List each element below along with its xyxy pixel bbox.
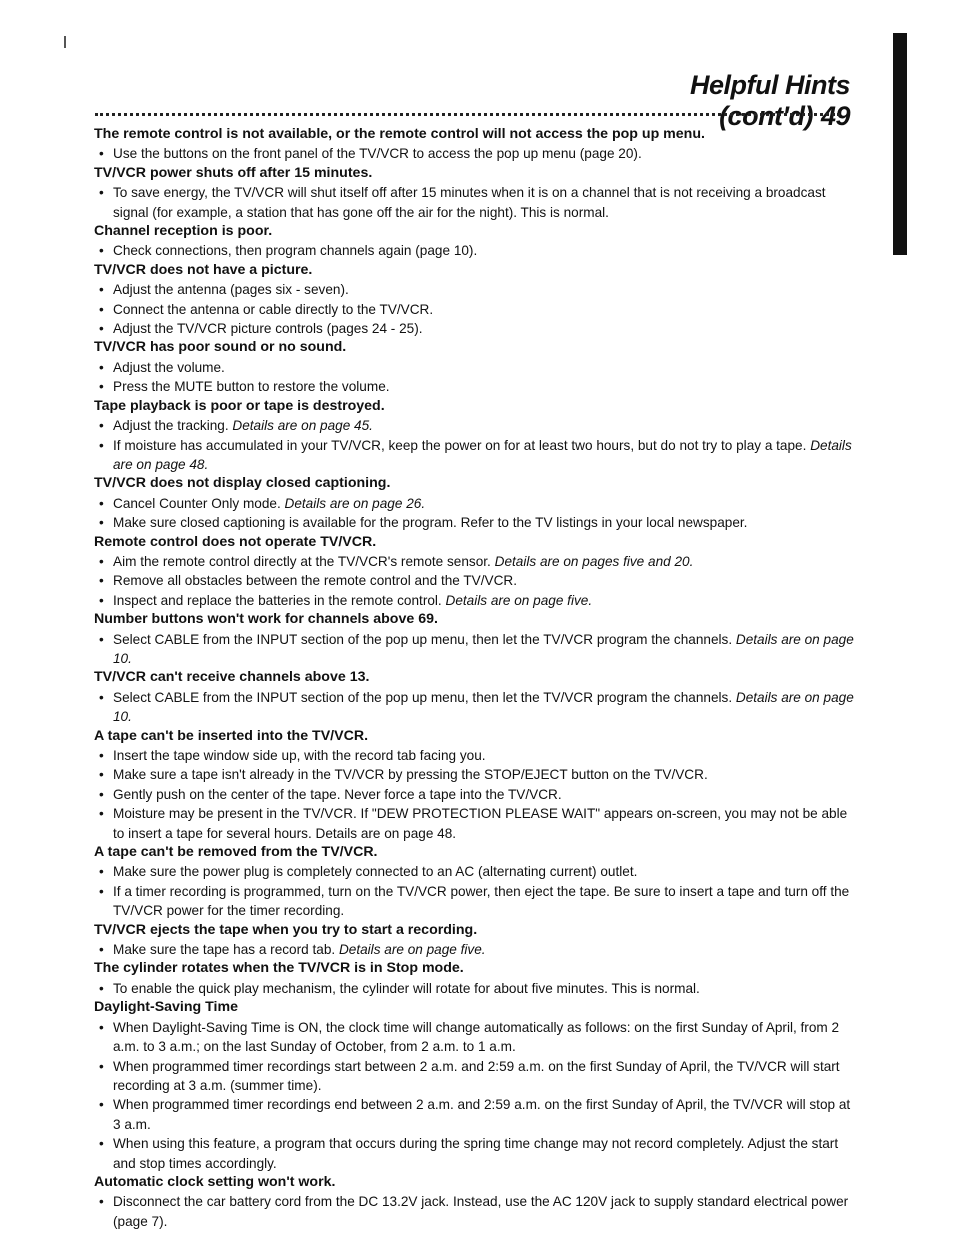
- hint-item-text: Make sure closed captioning is available for the program. Refer to the TV listings in your local newspaper.: [113, 515, 748, 531]
- bullet-icon: •: [99, 980, 104, 996]
- hint-item: [94, 979, 854, 998]
- hint-section-title: TV/VCR does not have a picture.: [94, 261, 313, 278]
- bullet-icon: •: [99, 689, 104, 705]
- hint-list: [94, 630, 854, 669]
- hint-item-text: Inspect and replace the batteries in the remote control.: [113, 592, 442, 608]
- hint-section-title: TV/VCR power shuts off after 15 minutes.: [94, 164, 373, 181]
- hint-item-reference: Details are on page five.: [338, 942, 486, 958]
- bullet-icon: •: [99, 321, 104, 337]
- hint-section-title: Remote control does not operate TV/VCR.: [94, 533, 377, 550]
- dotted-divider: [95, 113, 840, 116]
- hint-item-text: Use the buttons on the front panel of the TV/VCR to access the pop up menu (page 20).: [113, 146, 642, 162]
- hint-item-text: If moisture has accumulated in your TV/VCR, keep the power on for at least two hours, but do not try to play a tape.: [113, 437, 807, 453]
- hint-item: [94, 688, 854, 727]
- hint-item-text: Make sure the tape has a record tab.: [113, 942, 336, 958]
- hint-section-title: The remote control is not available, or the remote control will not access the pop up menu.: [94, 126, 705, 142]
- hint-item: [94, 630, 854, 669]
- hint-list: [94, 979, 854, 998]
- hint-list: [94, 416, 854, 474]
- page-edge-bar: [893, 33, 907, 255]
- hint-item-text: To save energy, the TV/VCR will shut itself off after 15 minutes when it is on a channel that is not receiving a broadcast signal (for example, a station that has gone off the air for the night). This is normal.: [113, 185, 826, 220]
- bullet-icon: •: [99, 359, 104, 375]
- hint-item-text: When programmed timer recordings end between 2 a.m. and 2:59 a.m. on the first Sunday of April, the TV/VCR will stop at 3 a.m.: [113, 1097, 851, 1132]
- hint-item-text: When programmed timer recordings start between 2 a.m. and 2:59 a.m. on the first Sunday of April, the TV/VCR will start recording at 3 a.m. (summer time).: [113, 1058, 840, 1093]
- hint-item-text: If a timer recording is programmed, turn on the TV/VCR power, then eject the tape. Be sure to insert a tape and turn off the TV/VCR power for the timer recording.: [113, 883, 850, 919]
- hint-section-title: Daylight-Saving Time: [94, 999, 239, 1016]
- hint-section: [94, 164, 854, 222]
- hint-section-title: Number buttons won't work for channels above 69.: [94, 611, 438, 628]
- bullet-icon: •: [99, 1136, 104, 1152]
- hint-item-reference: Details are on pages five and 20.: [494, 553, 694, 569]
- bullet-icon: •: [99, 243, 104, 259]
- hint-section: [94, 125, 854, 164]
- hint-section: [94, 668, 854, 726]
- hint-section: [94, 727, 854, 843]
- hint-list: [94, 552, 854, 610]
- bullet-icon: •: [99, 146, 104, 162]
- hint-section-title: A tape can't be removed from the TV/VCR.: [94, 844, 378, 861]
- hint-section: [94, 843, 854, 921]
- bullet-icon: •: [99, 767, 104, 783]
- hint-section-title: TV/VCR ejects the tape when you try to start a recording.: [94, 921, 478, 938]
- hint-section: [94, 610, 854, 668]
- hint-item: [94, 862, 854, 881]
- page-title-text: Helpful Hints (cont'd): [690, 70, 850, 131]
- page-title: [560, 70, 850, 132]
- hint-item-text: Select CABLE from the INPUT section of the pop up menu, then let the TV/VCR program the channels.: [113, 689, 733, 705]
- hint-item: [94, 1095, 854, 1134]
- hint-list: [94, 862, 854, 920]
- hint-list: [94, 241, 854, 260]
- bullet-icon: •: [99, 282, 104, 298]
- hint-section: [94, 338, 854, 396]
- hint-item: [94, 552, 854, 571]
- hint-item: [94, 377, 854, 396]
- hint-item: [94, 1134, 854, 1173]
- hint-section-title: Channel reception is poor.: [94, 223, 273, 240]
- bullet-icon: •: [99, 553, 104, 569]
- hint-list: [94, 280, 854, 338]
- hint-item: [94, 571, 854, 590]
- bullet-icon: •: [99, 185, 104, 201]
- hint-item: [94, 144, 854, 163]
- hint-item: [94, 513, 854, 532]
- hint-list: [94, 144, 854, 163]
- hint-item: [94, 416, 854, 435]
- hint-section: [94, 397, 854, 475]
- hint-section: [94, 222, 854, 261]
- hint-list: [94, 183, 854, 222]
- page-number: 49: [820, 101, 850, 131]
- hint-section-title: TV/VCR does not display closed captioning.: [94, 475, 391, 492]
- hint-item-text: Moisture may be present in the TV/VCR. If "DEW PROTECTION PLEASE WAIT" appears on-screen, you may not be able to insert a tape for several hours. Details are on page 48.: [113, 806, 848, 841]
- bullet-icon: •: [99, 418, 104, 434]
- hint-item-text: Gently push on the center of the tape. Never force a tape into the TV/VCR.: [113, 786, 562, 802]
- hint-item-text: Make sure the power plug is completely connected to an AC (alternating current) outlet.: [113, 864, 638, 880]
- hint-list: [94, 746, 854, 843]
- hint-item-text: Remove all obstacles between the remote control and the TV/VCR.: [113, 573, 517, 589]
- hint-item: [94, 183, 854, 222]
- hint-item-reference: Details are on page 10.: [113, 631, 854, 666]
- hint-section: [94, 533, 854, 611]
- hint-item-text: To enable the quick play mechanism, the cylinder will rotate for about five minutes. This is normal.: [113, 980, 700, 996]
- hint-item: [94, 436, 854, 475]
- hint-item-reference: Details are on page 48.: [113, 437, 852, 472]
- hint-item-text: When Daylight-Saving Time is ON, the clock time will change automatically as follows: on the first Sunday of April, from 2 a.m. to 3 a.m.; on the last Sunday of October, from 2 a.m. to 1 a.m.: [113, 1019, 840, 1055]
- hint-item: [94, 1018, 854, 1057]
- bullet-icon: •: [99, 592, 104, 608]
- hint-section: [94, 474, 854, 532]
- hint-item-text: Check connections, then program channels again (page 10).: [113, 243, 478, 259]
- hint-list: [94, 1192, 854, 1231]
- hint-item-text: Cancel Counter Only mode.: [113, 495, 281, 511]
- hint-list: [94, 1018, 854, 1173]
- hint-item: [94, 785, 854, 804]
- hint-section-title: TV/VCR can't receive channels above 13.: [94, 669, 370, 686]
- hint-item: [94, 300, 854, 319]
- hint-section-title: Tape playback is poor or tape is destroyed.: [94, 397, 385, 414]
- hint-item: [94, 591, 854, 610]
- hint-section: [94, 959, 854, 998]
- hint-item-text: Adjust the volume.: [113, 359, 225, 375]
- hint-list: [94, 494, 854, 533]
- hint-item-reference: Details are on page five.: [445, 592, 593, 608]
- bullet-icon: •: [99, 786, 104, 802]
- hint-section-title: TV/VCR has poor sound or no sound.: [94, 339, 347, 356]
- bullet-icon: •: [99, 495, 104, 511]
- bullet-icon: •: [99, 748, 104, 763]
- hint-section: [94, 998, 854, 1173]
- hint-section: [94, 921, 854, 960]
- hint-list: [94, 940, 854, 959]
- hint-list: [94, 688, 854, 727]
- hint-section: [94, 1173, 854, 1231]
- scan-mark: [64, 36, 66, 48]
- hint-item: [94, 804, 854, 843]
- hint-item: [94, 494, 854, 513]
- hint-item: [94, 940, 854, 959]
- hint-item-text: Insert the tape window side up, with the record tab facing you.: [113, 748, 486, 763]
- hint-item-text: Press the MUTE button to restore the volume.: [113, 379, 390, 395]
- hint-item-reference: Details are on page 45.: [232, 418, 373, 434]
- bullet-icon: •: [99, 942, 104, 958]
- hint-item: [94, 319, 854, 338]
- hint-item-text: Select CABLE from the INPUT section of the pop up menu, then let the TV/VCR program the channels.: [113, 631, 733, 647]
- hint-item: [94, 746, 854, 765]
- hint-item-text: Adjust the tracking.: [113, 418, 229, 434]
- hint-item-text: Make sure a tape isn't already in the TV/VCR by pressing the STOP/EJECT button on the TV/VCR.: [113, 767, 708, 783]
- hint-item-text: Connect the antenna or cable directly to the TV/VCR.: [113, 301, 434, 317]
- hint-item-text: When using this feature, a program that occurs during the spring time change may not record completely. Adjust the start and stop times accordingly.: [113, 1136, 839, 1171]
- bullet-icon: •: [99, 883, 104, 899]
- bullet-icon: •: [99, 864, 104, 880]
- hint-item-reference: Details are on page 26.: [284, 495, 426, 511]
- bullet-icon: •: [99, 301, 104, 317]
- bullet-icon: •: [99, 573, 104, 589]
- hint-item: [94, 765, 854, 784]
- hint-item-reference: Details are on page 10.: [113, 689, 854, 725]
- hint-item: [94, 1192, 854, 1231]
- hint-item-text: Disconnect the car battery cord from the DC 13.2V jack. Instead, use the AC 120V jack to supply standard electrical power (page 7).: [113, 1194, 849, 1229]
- hint-item: [94, 280, 854, 299]
- bullet-icon: •: [99, 1097, 104, 1113]
- hint-section-title: Automatic clock setting won't work.: [94, 1173, 336, 1190]
- bullet-icon: •: [99, 631, 104, 647]
- hint-item: [94, 358, 854, 377]
- hint-item: [94, 1057, 854, 1096]
- bullet-icon: •: [99, 1019, 104, 1035]
- bullet-icon: •: [99, 806, 104, 822]
- hint-list: [94, 358, 854, 397]
- hint-section-title: The cylinder rotates when the TV/VCR is in Stop mode.: [94, 960, 464, 977]
- hints-content: [94, 125, 854, 1231]
- hint-item-text: Aim the remote control directly at the TV/VCR's remote sensor.: [113, 553, 491, 569]
- hint-item: [94, 241, 854, 260]
- bullet-icon: •: [99, 437, 104, 453]
- bullet-icon: •: [99, 1194, 104, 1210]
- hint-section-title: A tape can't be inserted into the TV/VCR.: [94, 727, 369, 744]
- hint-section: [94, 261, 854, 339]
- hint-item: [94, 882, 854, 921]
- bullet-icon: •: [99, 1058, 104, 1074]
- bullet-icon: •: [99, 515, 104, 531]
- hint-item-text: Adjust the TV/VCR picture controls (pages 24 - 25).: [113, 321, 423, 337]
- hint-item-text: Adjust the antenna (pages six - seven).: [113, 282, 349, 298]
- bullet-icon: •: [99, 379, 104, 395]
